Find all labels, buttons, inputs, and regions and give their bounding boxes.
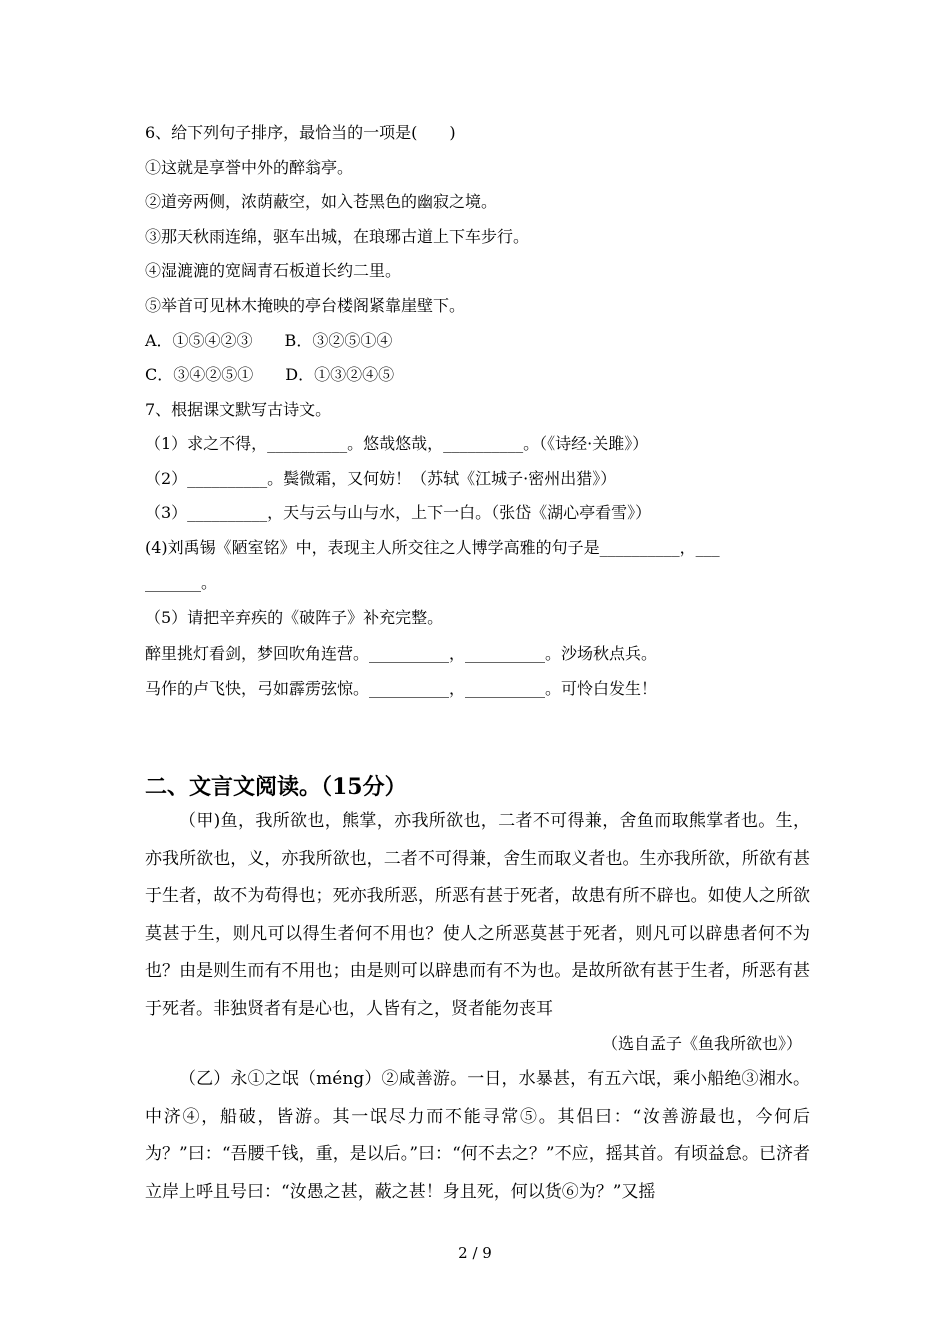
q7-sub3: （3）__________，天与云与山与水，上下一白。（张岱《湖心亭看雪》）: [145, 503, 652, 522]
q7-sub5-stem: （5）请把辛弃疾的《破阵子》补充完整。: [145, 608, 444, 627]
q6-item-1: ①这就是享誉中外的醉翁亭。: [145, 158, 354, 177]
q7-sub4-line1: (4)刘禹锡《陋室铭》中，表现主人所交往之人博学高雅的句子是__________，___: [145, 538, 720, 557]
q7-sub4-line2: _______。: [145, 573, 218, 592]
q7-sub1: （1）求之不得，__________。悠哉悠哉，__________。（《诗经·关雎》）: [145, 434, 649, 453]
passage-yi: （乙）永①之氓（méng）②咸善游。一日，水暴甚，有五六氓，乘小船绝③湘水。中济④，船破，皆游。其一氓尽力而不能寻常⑤。其侣曰：“汝善游最也，今何后为？”曰：“吾腰千钱，重，是以后。”曰：“何不去之？”不应，摇其首。有顷益怠。已济者立岸上呼且号曰：“汝愚之甚，蔽之甚！身且死，何以货⑥为？”又摇: [145, 1069, 810, 1202]
q6-options-row1: A．①⑤④②③ B．③②⑤①④: [145, 331, 393, 350]
source-jia: （选自孟子《鱼我所欲也》）: [601, 1034, 802, 1053]
q7-sub5-line2: 马作的卢飞快，弓如霹雳弦惊。__________，__________。可怜白发生！: [145, 679, 658, 698]
page-number: 2 / 9: [458, 1244, 492, 1262]
q7-sub5-line1: 醉里挑灯看剑，梦回吹角连营。__________，__________。沙场秋点兵。: [145, 644, 658, 663]
q6-item-2: ②道旁两侧，浓荫蔽空，如入苍黑色的幽寂之境。: [145, 192, 498, 211]
q6-item-5: ⑤举首可见林木掩映的亭台楼阁紧靠崖壁下。: [145, 296, 466, 315]
passage-jia: （甲)鱼，我所欲也，熊掌，亦我所欲也，二者不可得兼，舍鱼而取熊掌者也。生，亦我所欲也，义，亦我所欲也，二者不可得兼，舍生而取义者也。生亦我所欲，所欲有甚于生者，故不为苟得也；死亦我所恶，所恶有甚于死者，故患有所不辟也。如使人之所欲莫甚于生，则凡可以得生者何不用也？使人之所恶莫甚于死者，则凡可以辟患者何不为也？由是则生而有不用也；由是则可以辟患而有不为也。是故所欲有甚于生者，所恶有甚于死者。非独贤者有是心也，人皆有之，贤者能勿丧耳: [145, 811, 810, 1019]
q6-item-3: ③那天秋雨连绵，驱车出城，在琅琊古道上下车步行。: [145, 227, 530, 246]
q7-stem: 7、根据课文默写古诗文。: [145, 400, 332, 419]
q6-options-row2: C．③④②⑤① D．①③②④⑤: [145, 365, 395, 384]
q6-stem: 6、给下列句子排序，最恰当的一项是( ): [145, 123, 456, 142]
section-title: 二、文言文阅读。（15分）: [145, 774, 407, 800]
q6-item-4: ④湿漉漉的宽阔青石板道长约二里。: [145, 261, 402, 280]
q7-sub2: （2）__________。鬓微霜，又何妨！（苏轼《江城子·密州出猎》）: [145, 469, 617, 488]
